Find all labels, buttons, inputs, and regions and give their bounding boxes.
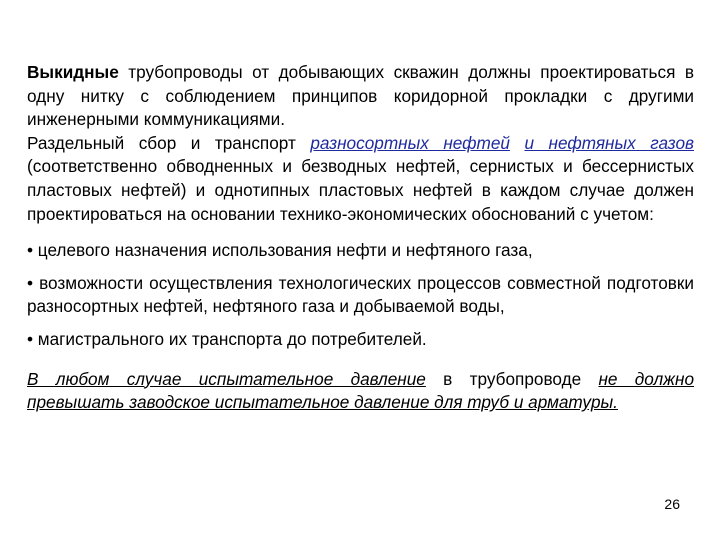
bullet-item: • целевого назначения использования нефти и нефтяного газа,	[27, 240, 533, 261]
paragraph-separate-collection-text: (соответственно обводненных и безводных нефтей, сернистых и бессернистых пластовых нефтей) и однотипных пластовых нефтей в каждом случае должен проектироваться на основании технико-экономических обоснований с учетом:	[27, 156, 694, 224]
paragraph-test-pressure	[27, 368, 694, 415]
paragraph-separate-collection	[27, 132, 694, 226]
test-pressure-middle: в трубопроводе	[425, 368, 599, 389]
term-flowlines: Выкидные	[27, 62, 119, 82]
link-petroleum-gases[interactable]: и нефтяных газов	[524, 132, 694, 153]
test-pressure-emphasis: В любом случае испытательное давление	[27, 368, 426, 389]
bullet-item: • магистрального их транспорта до потребителей.	[27, 328, 427, 349]
test-pressure-limit: не должно превышать заводское испытательное давление для труб и арматуры.	[27, 368, 695, 413]
space	[510, 133, 525, 153]
link-different-grade-oils[interactable]: разносортных нефтей	[310, 132, 510, 153]
paragraph-flowlines-text: трубопроводы от добывающих скважин должны проектироваться в одну нитку с соблюдением принципов коридорной прокладки с другими инженерными коммуникациями.	[27, 62, 694, 130]
page-number: 26	[664, 496, 680, 512]
slide-content	[27, 61, 694, 415]
bullet-item: • возможности осуществления технологических процессов совместной подготовки разносортных нефтей, нефтяного газа и добываемой воды,	[27, 272, 694, 317]
paragraph-separate-collection-start: Раздельный сбор и транспорт	[27, 132, 311, 153]
paragraph-flowlines	[27, 61, 694, 132]
